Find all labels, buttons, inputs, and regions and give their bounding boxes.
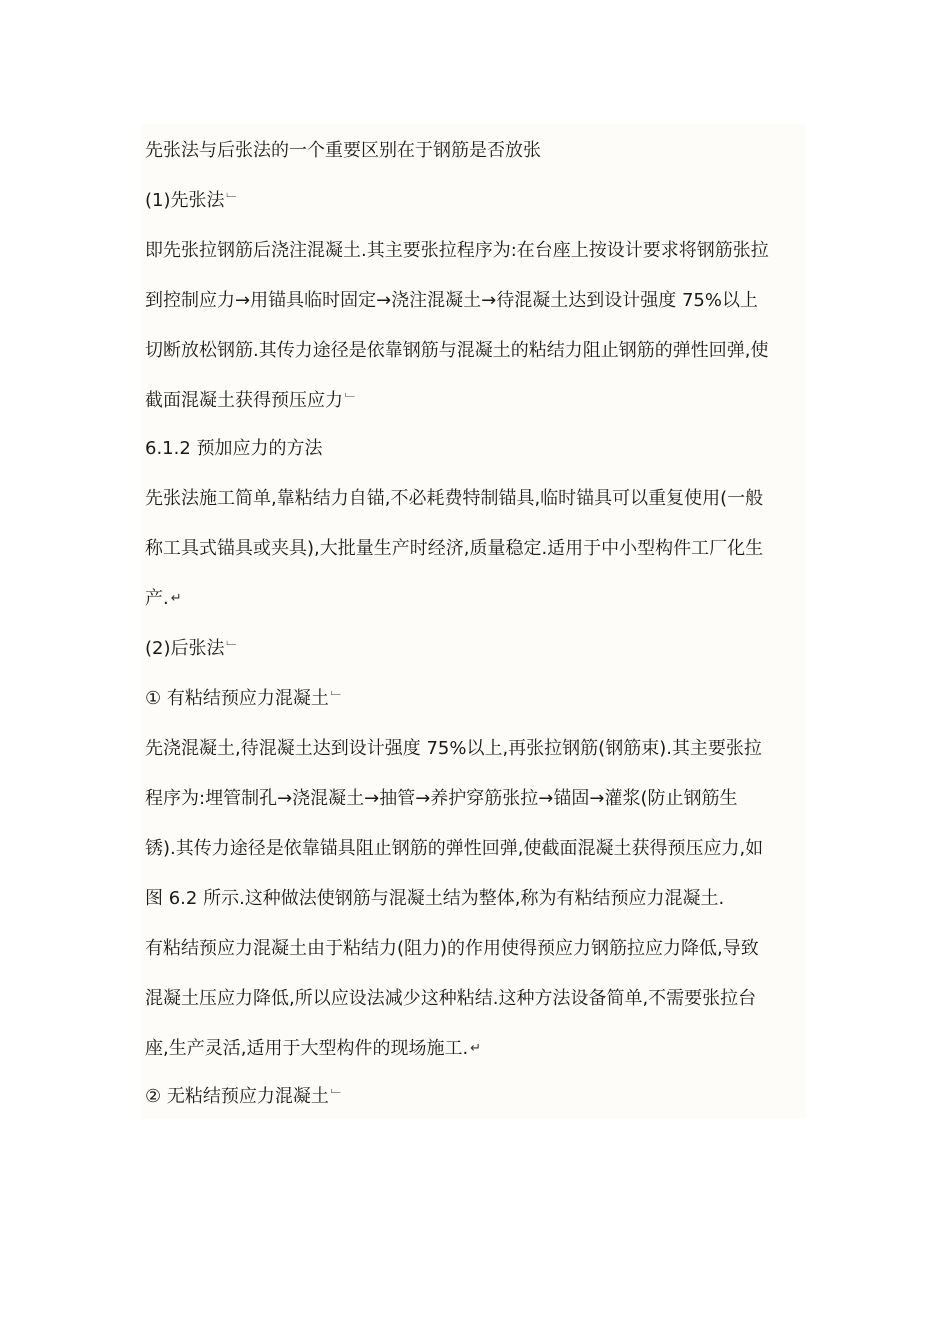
text-line: 混凝土压应力降低,所以应设法减少这种粘结.这种方法设备简单,不需要张拉台	[145, 988, 757, 1009]
text-line: 程序为:埋管制孔→浇混凝土→抽管→养护穿筋张拉→锚固→灌浆(防止钢筋生	[145, 788, 738, 809]
text-body	[141, 124, 806, 1119]
section-heading: (1)先张法 ﹂	[145, 186, 240, 216]
text-line: 先张法与后张法的一个重要区别在于钢筋是否放张	[145, 140, 541, 161]
paragraph-mark: ﹂	[226, 641, 240, 656]
subsection-heading: ② 无粘结预应力混凝土 ﹂	[145, 1082, 344, 1112]
text-line: 有粘结预应力混凝土由于粘结力(阻力)的作用使得预应力钢筋拉应力降低,导致	[145, 938, 759, 959]
text-line: 到控制应力→用锚具临时固定→浇注混凝土→待混凝土达到设计强度 75%以上	[145, 290, 758, 311]
subsection-heading: ① 有粘结预应力混凝土 ﹂	[145, 684, 344, 714]
text-line: 先张法施工简单,靠粘结力自锚,不必耗费特制锚具,临时锚具可以重复使用(一般	[145, 488, 764, 509]
text-line: 图 6.2 所示.这种做法使钢筋与混凝土结为整体,称为有粘结预应力混凝土.	[145, 888, 725, 909]
paragraph-mark: ↵	[170, 591, 182, 606]
paragraph-mark: ↵	[470, 1041, 482, 1056]
section-heading: (2)后张法 ﹂	[145, 634, 240, 664]
text-line: 产. ↵	[145, 584, 182, 614]
text-line: 先浇混凝土,待混凝土达到设计强度 75%以上,再张拉钢筋(钢筋束).其主要张拉	[145, 738, 762, 759]
paragraph-mark: ﹂	[345, 393, 359, 408]
text-line: 即先张拉钢筋后浇注混凝土.其主要张拉程序为:在台座上按设计要求将钢筋张拉	[145, 240, 769, 261]
text-line: 切断放松钢筋.其传力途径是依靠钢筋与混凝土的粘结力阻止钢筋的弹性回弹,使	[145, 340, 769, 361]
text-line: 座,生产灵活,适用于大型构件的现场施工. ↵	[145, 1034, 481, 1064]
paragraph-mark: ﹂	[226, 193, 240, 208]
text-line: 截面混凝土获得预压应力 ﹂	[145, 386, 358, 416]
section-heading: 6.1.2 预加应力的方法	[145, 438, 323, 459]
paragraph-mark: ﹂	[330, 691, 344, 706]
text-line: 称工具式锚具或夹具),大批量生产时经济,质量稳定.适用于中小型构件工厂化生	[145, 538, 764, 559]
text-line: 锈).其传力途径是依靠锚具阻止钢筋的弹性回弹,使截面混凝土获得预压应力,如	[145, 838, 764, 859]
paragraph-mark: ﹂	[330, 1089, 344, 1104]
